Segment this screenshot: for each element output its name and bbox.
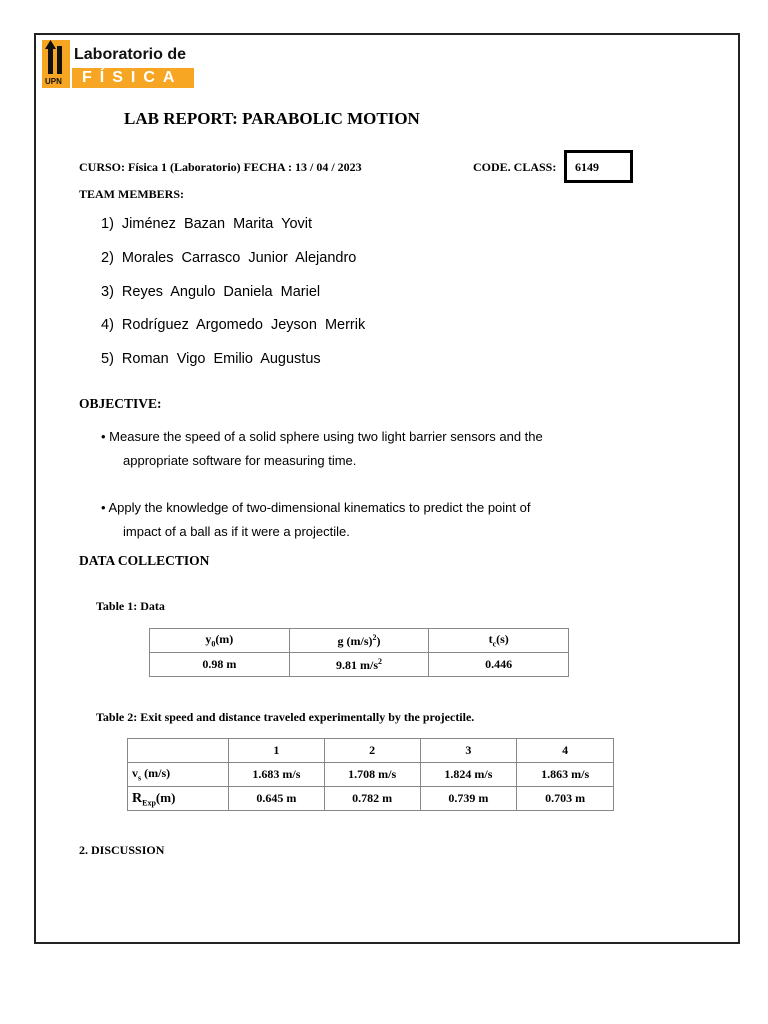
objective-1-line1: • Measure the speed of a solid sphere using two light barrier sensors and the [101, 429, 543, 444]
upn-logo [42, 40, 194, 88]
table2-header-3: 3 [420, 739, 517, 763]
table2-header-4: 4 [517, 739, 614, 763]
member-4: 4) Rodríguez Argomedo Jeyson Merrik [101, 317, 366, 333]
table1-cell-g: 9.81 $m/s^2$ [289, 653, 429, 677]
table2-cell: 0.703 m [517, 787, 614, 811]
page-title: LAB REPORT: PARABOLIC MOTION [124, 109, 420, 128]
table1-caption: Table 1: Data [96, 599, 165, 613]
code-class-label: CODE. CLASS: [473, 160, 557, 174]
member-2: 2) Morales Carrasco Junior Alejandro [101, 250, 357, 266]
objective-2-line2: impact of a ball as if it were a projectile. [123, 524, 350, 539]
course-line: CURSO: Física 1 (Laboratorio) FECHA : 13 / 04 / 2023 [79, 160, 362, 174]
logo-subtitle: FÍSICA [82, 69, 183, 86]
member-5: 5) Roman Vigo Emilio Augustus [101, 351, 321, 367]
table2-cell: 0.645 m [229, 787, 325, 811]
data-table-2 [127, 738, 614, 811]
table2-header-1: 1 [229, 739, 325, 763]
table1-header-y0: $y_0(m)$ [150, 629, 290, 653]
table2-cell: 1.863 m/s [517, 763, 614, 787]
table1-header-tc: $t_c(s)$ [429, 629, 569, 653]
member-3: 3) Reyes Angulo Daniela Mariel [101, 284, 321, 300]
torch-icon [42, 40, 70, 76]
table2-header-2: 2 [324, 739, 420, 763]
table2-cell: 0.782 m [324, 787, 420, 811]
discussion-heading: 2. DISCUSSION [79, 843, 165, 857]
data-table-1 [149, 628, 569, 677]
objective-2-line1: • Apply the knowledge of two-dimensional kinematics to predict the point of [101, 500, 531, 515]
table2-row-label-rexp: $R_{Exp}(m)$ [128, 787, 229, 811]
table2-caption: Table 2: Exit speed and distance traveled experimentally by the projectile. [96, 710, 475, 724]
logo-title: Laboratorio de [74, 46, 187, 63]
table2-cell: 0.739 m [420, 787, 517, 811]
logo-sub-text: UPN [45, 77, 62, 86]
upn-logo-mark [42, 40, 70, 88]
table2-cell: 1.708 m/s [324, 763, 420, 787]
table2-row-label-vs: $v_s$ (m/s) [128, 763, 229, 787]
table2-header-blank [128, 739, 229, 763]
team-heading: TEAM MEMBERS: [79, 187, 184, 201]
table1-cell-tc: 0.446 [429, 653, 569, 677]
table1-cell-y0: 0.98 m [150, 653, 290, 677]
data-collection-heading: DATA COLLECTION [79, 553, 210, 568]
table1-header-g: g $(m/s)^2$) [289, 629, 429, 653]
member-1: 1) Jiménez Bazan Marita Yovit [101, 216, 313, 232]
objective-heading: OBJECTIVE: [79, 396, 162, 411]
table2-cell: 1.683 m/s [229, 763, 325, 787]
code-class-box: 6149 [564, 150, 633, 183]
table2-cell: 1.824 m/s [420, 763, 517, 787]
objective-1-line2: appropriate software for measuring time. [123, 453, 357, 468]
